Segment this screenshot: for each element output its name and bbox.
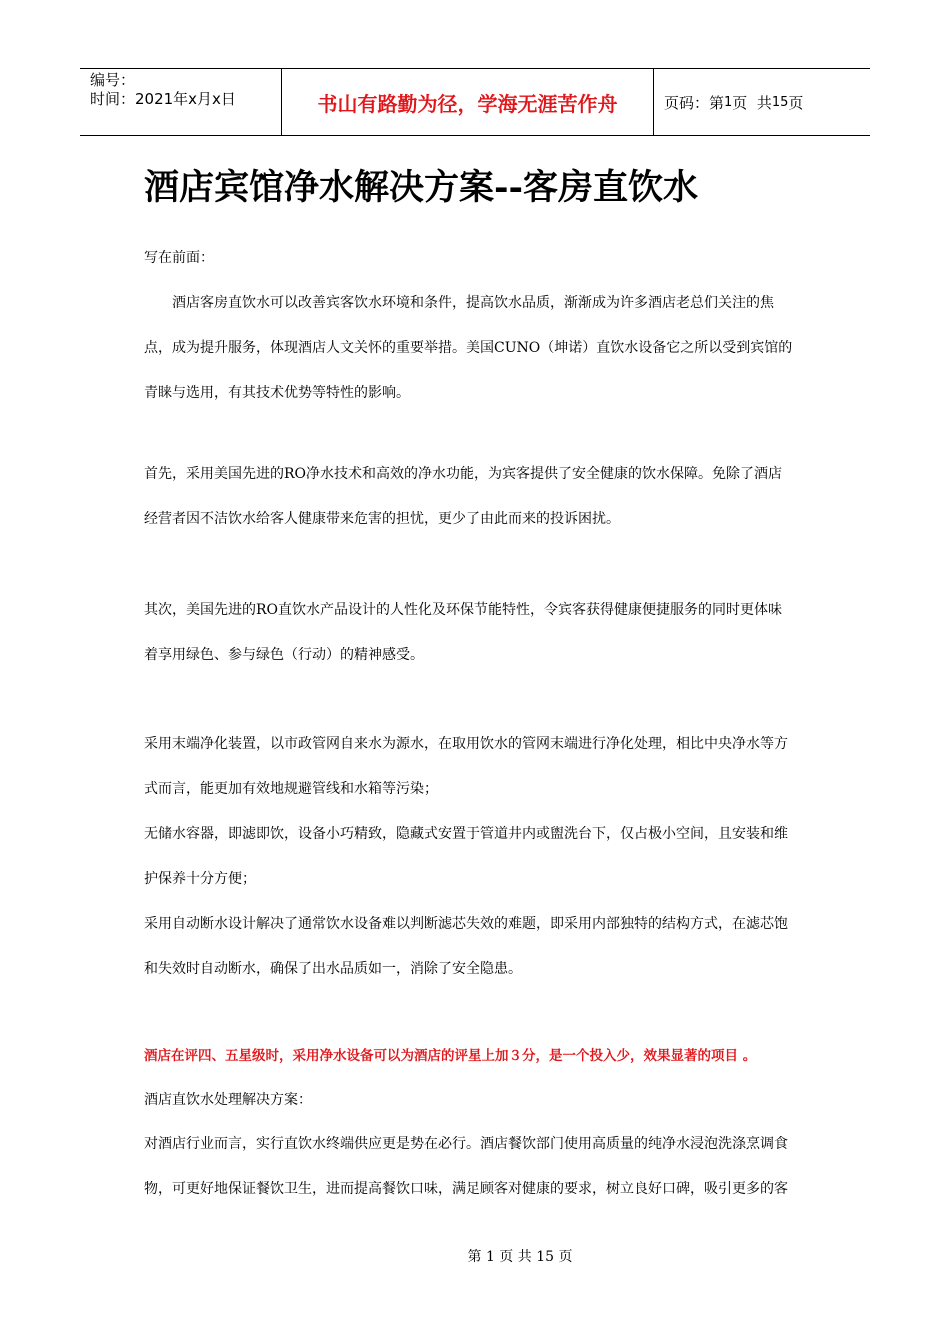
document-header bbox=[80, 68, 870, 136]
paragraph-line: 式而言，能更加有效地规避管线和水箱等污染； bbox=[144, 781, 438, 797]
paragraph-line: 点，成为提升服务，体现酒店人文关怀的重要举措。美国CUNO（坤诺）直饮水设备它之所以受到宾馆的 bbox=[144, 340, 793, 356]
paragraph-line: 其次，美国先进的RO直饮水产品设计的人性化及环保节能特性，令宾客获得健康便捷服务的同时更体味 bbox=[144, 602, 783, 618]
paragraph-line: 青睐与选用，有其技术优势等特性的影响。 bbox=[144, 385, 410, 401]
paragraph-line: 对酒店行业而言，实行直饮水终端供应更是势在必行。酒店餐饮部门使用高质量的纯净水浸泡洗涤烹调食 bbox=[144, 1136, 788, 1152]
first-reason-section bbox=[144, 452, 810, 542]
header-motto: 书山有路勤为径，学海无涯苦作舟 bbox=[282, 69, 654, 135]
highlight-note: 酒店在评四、五星级时，采用净水设备可以为酒店的评星上加３分，是一个投入少，效果显著的项目 。 bbox=[144, 1048, 757, 1064]
page-total: 15 bbox=[771, 94, 789, 110]
paragraph-line: 着享用绿色、参与绿色（行动）的精神感受。 bbox=[144, 647, 424, 663]
paragraph-line: 和失效时自动断水，确保了出水品质如一，消除了安全隐患。 bbox=[144, 961, 522, 977]
page-mid: 页 共 bbox=[732, 93, 772, 112]
second-reason-section bbox=[144, 588, 810, 678]
solution-section bbox=[144, 1034, 810, 1212]
paragraph-line: 采用自动断水设计解决了通常饮水设备难以判断滤芯失效的难题，即采用内部独特的结构方式，在滤芯饱 bbox=[144, 916, 788, 932]
page-current: 1 bbox=[724, 94, 733, 110]
paragraph-line: 无储水容器，即滤即饮，设备小巧精致，隐藏式安置于管道井内或盥洗台下，仅占极小空间，且安装和维 bbox=[144, 826, 788, 842]
page-prefix: 页码：第 bbox=[664, 93, 725, 112]
paragraph-line: 酒店直饮水处理解决方案： bbox=[144, 1092, 312, 1108]
header-time: 时间：2021年x月x日 bbox=[90, 90, 236, 108]
header-page-info bbox=[654, 69, 870, 135]
header-number: 编号： bbox=[90, 71, 136, 89]
page-suffix: 页 bbox=[788, 93, 804, 112]
paragraph-line: 首先，采用美国先进的RO净水技术和高效的净水功能，为宾客提供了安全健康的饮水保障。免除了酒店 bbox=[144, 466, 783, 482]
paragraph-line: 写在前面： bbox=[144, 250, 214, 266]
page-title: 酒店宾馆净水解决方案--客房直饮水 bbox=[144, 167, 699, 208]
intro-section bbox=[144, 236, 810, 416]
paragraph-line: 物，可更好地保证餐饮卫生，进而提高餐饮口味，满足顾客对健康的要求，树立良好口碑，吸引更多的客 bbox=[144, 1181, 788, 1197]
features-section bbox=[144, 722, 810, 992]
paragraph-line: 经营者因不洁饮水给客人健康带来危害的担忧，更少了由此而来的投诉困扰。 bbox=[144, 511, 620, 527]
page-footer: 第 1 页 共 15 页 bbox=[467, 1249, 573, 1265]
paragraph-line: 酒店客房直饮水可以改善宾客饮水环境和条件，提高饮水品质，渐渐成为许多酒店老总们关注的焦 bbox=[144, 295, 774, 311]
paragraph-line: 采用末端净化装置，以市政管网自来水为源水，在取用饮水的管网末端进行净化处理，相比中央净水等方 bbox=[144, 736, 788, 752]
paragraph-line: 护保养十分方便； bbox=[144, 871, 256, 887]
header-meta bbox=[80, 69, 282, 135]
